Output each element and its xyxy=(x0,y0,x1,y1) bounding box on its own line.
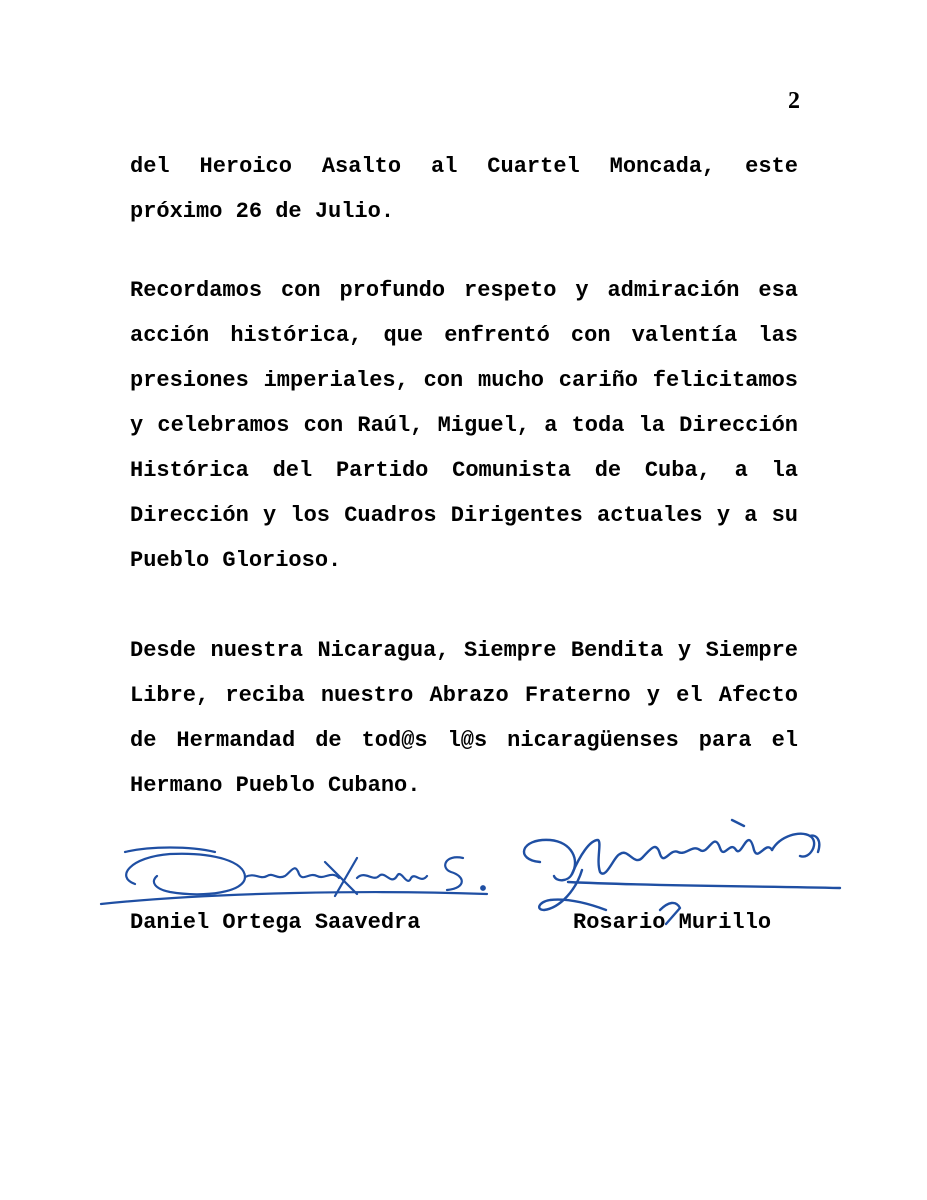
paragraph-1: del Heroico Asalto al Cuartel Moncada, este próximo 26 de Julio. xyxy=(130,154,798,224)
signatory-name-rosario-murillo: Rosario Murillo xyxy=(573,910,772,935)
signatory-name-daniel-ortega: Daniel Ortega Saavedra xyxy=(130,910,421,935)
paragraph-2: Recordamos con profundo respeto y admiración esa acción histórica, que enfrentó con valentía las presiones imperiales, con mucho cariño felicitamos y celebramos con Raúl, Miguel, a toda la Dirección Histórica del Partido Comunista de Cuba, a la Dirección y los Cuadros Dirigentes actuales y a su Pueblo Glorioso. xyxy=(130,278,798,573)
paragraph-3: Desde nuestra Nicaragua, Siempre Bendita y Siempre Libre, reciba nuestro Abrazo Fraterno y el Afecto de Hermandad de tod@s l@s nicaragüenses para el Hermano Pueblo Cubano. xyxy=(130,638,798,798)
signature-daniel-ortega xyxy=(95,832,495,917)
page-number: 2 xyxy=(788,88,800,114)
